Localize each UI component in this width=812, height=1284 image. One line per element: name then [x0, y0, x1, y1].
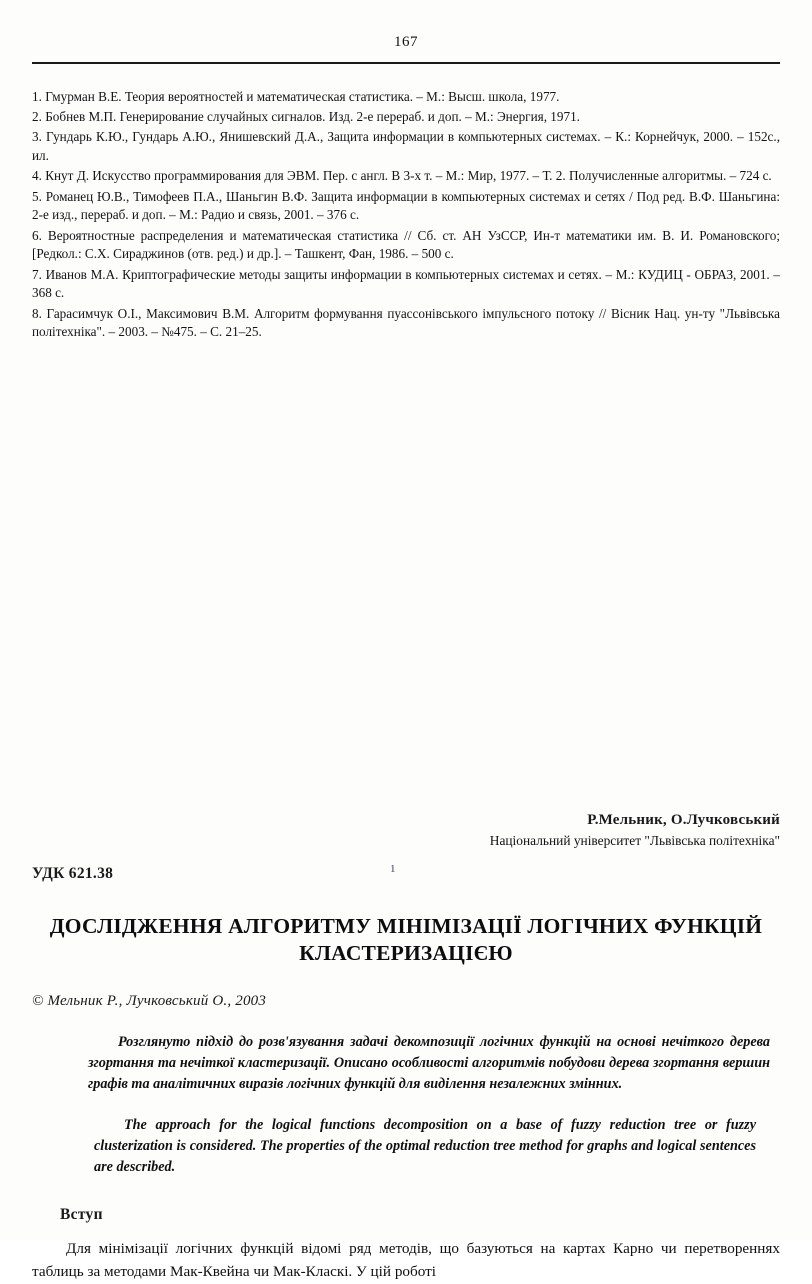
page-number: 167 — [394, 34, 418, 50]
udk-row — [32, 865, 780, 887]
list-item: 6. Вероятностные распределения и математическая статистика // Сб. ст. АН УзССР, Ин-т математики им. В. И. Романовского; [Редкол.: С.Х. Сираджинов (отв. ред.) и др.]. – Ташкент, Фан, 1986. – 500 с. — [32, 227, 780, 262]
page-title: ДОСЛІДЖЕННЯ АЛГОРИТМУ МІНІМІЗАЦІЇ ЛОГІЧНИХ ФУНКЦІЙ КЛАСТЕРИЗАЦІЄЮ — [49, 914, 763, 966]
header-rule — [32, 62, 780, 64]
section-heading-intro: Вступ — [60, 1206, 103, 1224]
list-item: 5. Романец Ю.В., Тимофеев П.А., Шаньгин В.Ф. Защита информации в компьютерных системах и сетях / Под ред. В.Ф. Шаньгина: 2-е изд., перераб. и доп. – М.: Радио и связь, 2001. – 376 с. — [32, 188, 780, 223]
list-item: 1. Гмурман В.Е. Теория вероятностей и математическая статистика. – М.: Высш. школа, 1977. — [32, 89, 560, 104]
list-item: 2. Бобнев М.П. Генерирование случайных сигналов. Изд. 2-е перераб. и доп. – М.: Энергия, 1971. — [32, 109, 580, 125]
abstract-english: The approach for the logical functions decomposition on a base of fuzzy reduction tree or fuzzy clusterization is considered. The properties of the optimal reduction tree method for graphs and logical sentences are described. — [94, 1117, 756, 1176]
body-paragraph: Для мінімізації логічних функцій відомі ряд методів, що базуються на картах Карно чи перетвореннях таблиць за методами Мак-Квейна чи Мак-Класкі. У цій роботі — [32, 1240, 780, 1281]
article-authors: Р.Мельник, О.Лучковський — [587, 812, 780, 829]
abstract-ukrainian: Розглянуто підхід до розв'язування задачі декомпозиції логічних функцій на основі нечіткого дерева згортання та нечіткої кластеризації. Описано особливості алгоритмів побудови дерева згортання вершин графів та аналітичних виразів логічних функцій для виділення незалежних змінних. — [88, 1034, 770, 1093]
list-item: 4. Кнут Д. Искусство программирования для ЭВМ. Пер. с англ. В 3-х т. – М.: Мир, 1977. – Т. 2. Получисленные алгоритмы. – 724 с. — [32, 168, 772, 184]
udk-code: УДК 621.38 — [32, 865, 114, 883]
margin-mark: 1 — [390, 863, 396, 876]
page-content — [32, 88, 780, 1284]
list-item: 7. Иванов М.А. Криптографические методы защиты информации в компьютерных системах и сетях. – М.: КУДИЦ - ОБРАЗ, 2001. – 368 с. — [32, 266, 780, 301]
list-item: 8. Гарасимчук О.І., Максимович В.М. Алгоритм формування пуассонівського імпульсного потоку // Вісник Нац. ун-ту "Львівська політехніка". – 2003. – №475. – С. 21–25. — [32, 305, 780, 340]
article-affiliation: Національний університет "Львівська політехніка" — [489, 833, 780, 849]
copyright-line: © Мельник Р., Лучковський О., 2003 — [32, 993, 267, 1010]
reference-list — [32, 88, 780, 342]
list-item: 3. Гундарь К.Ю., Гундарь А.Ю., Янишевский Д.А., Защита информации в компьютерных системах. – К.: Корнейчук, 2000. – 152с., ил. — [32, 129, 780, 164]
